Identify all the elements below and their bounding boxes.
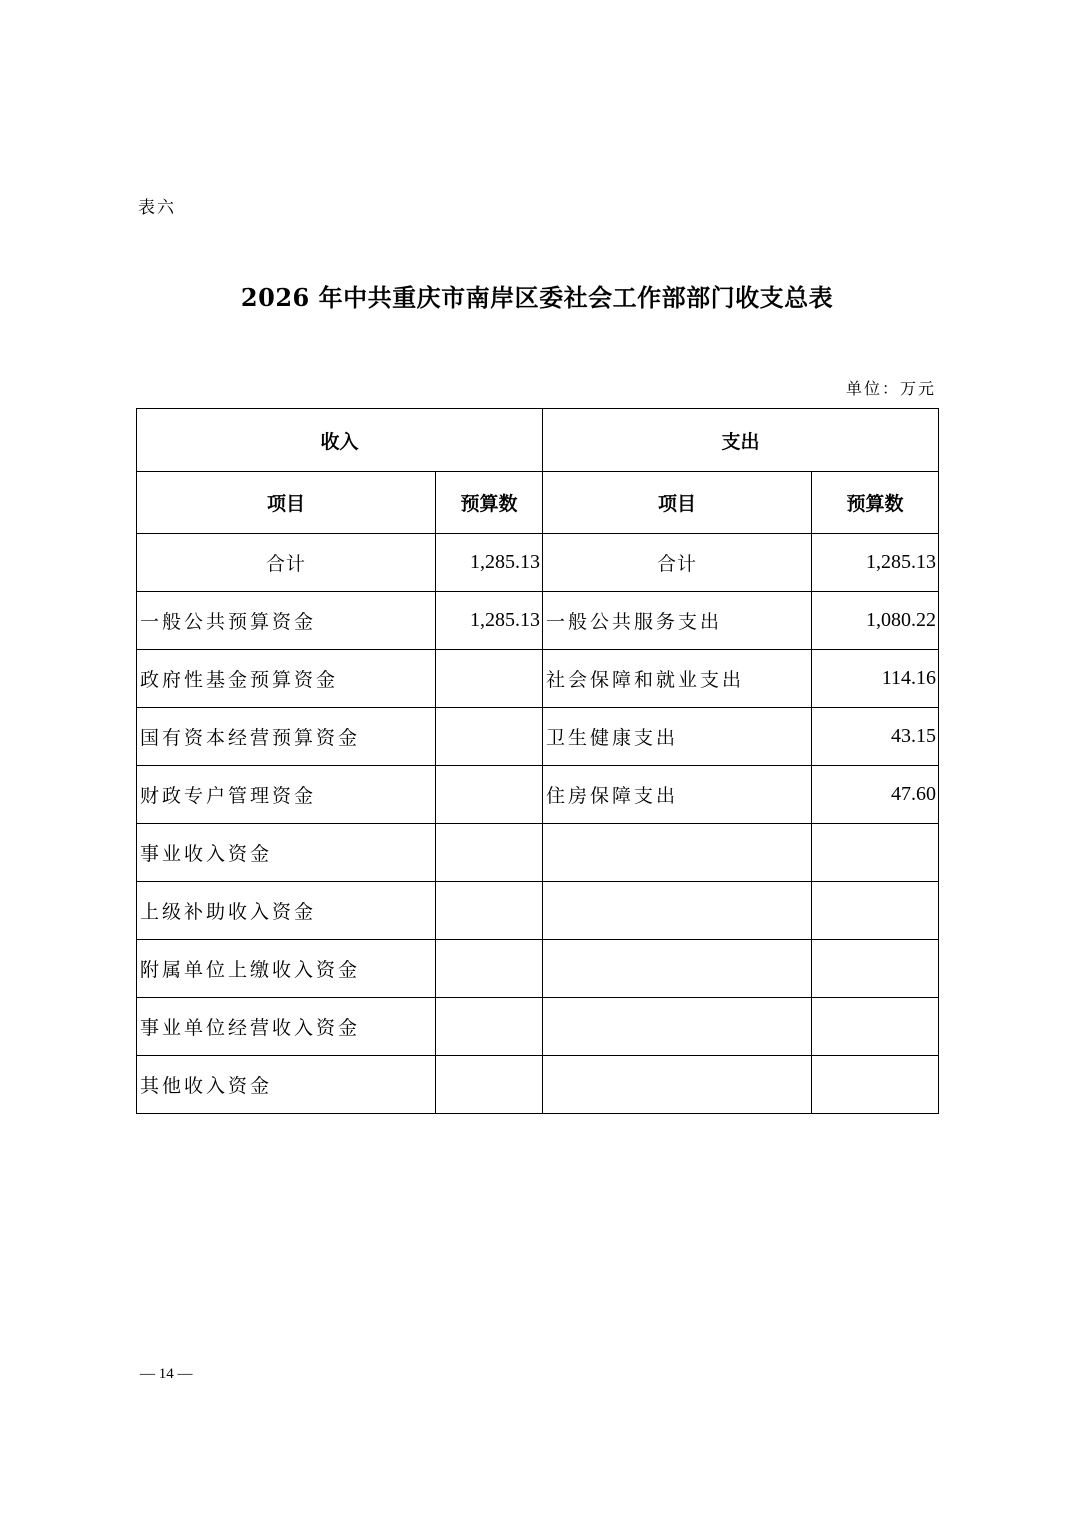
- section-header-row: [137, 409, 939, 472]
- income-value-cell: [436, 882, 543, 940]
- income-item-cell: 财政专户管理资金: [137, 766, 436, 824]
- income-item-cell: 上级补助收入资金: [137, 882, 436, 940]
- budget-table: [136, 408, 939, 1114]
- expense-item-cell: [543, 824, 812, 882]
- expense-item-cell: 卫生健康支出: [543, 708, 812, 766]
- expense-value-cell: [812, 882, 939, 940]
- income-item-cell: 其他收入资金: [137, 1056, 436, 1114]
- unit-label: 单位：万元: [845, 379, 936, 398]
- expense-item-cell: [543, 1056, 812, 1114]
- expense-total-value: 1,285.13: [812, 534, 939, 592]
- income-total-label: 合计: [137, 534, 436, 592]
- expense-item-cell: [543, 882, 812, 940]
- expense-item-cell: [543, 998, 812, 1056]
- expense-value-cell: [812, 824, 939, 882]
- table-row: [137, 824, 939, 882]
- income-item-cell: 附属单位上缴收入资金: [137, 940, 436, 998]
- income-value-cell: 1,285.13: [436, 592, 543, 650]
- expense-value-cell: [812, 940, 939, 998]
- income-item-cell: 国有资本经营预算资金: [137, 708, 436, 766]
- expense-item-cell: [543, 940, 812, 998]
- column-header-row: [137, 472, 939, 534]
- expense-budget-header: 预算数: [812, 472, 939, 534]
- income-value-cell: [436, 650, 543, 708]
- table-row: [137, 708, 939, 766]
- table-label: 表六: [138, 198, 176, 218]
- total-row: [137, 534, 939, 592]
- expense-value-cell: [812, 998, 939, 1056]
- expense-value-cell: 1,080.22: [812, 592, 939, 650]
- income-budget-header: 预算数: [436, 472, 543, 534]
- income-value-cell: [436, 824, 543, 882]
- income-value-cell: [436, 998, 543, 1056]
- expense-header: 支出: [543, 409, 939, 472]
- income-item-cell: 政府性基金预算资金: [137, 650, 436, 708]
- expense-value-cell: 47.60: [812, 766, 939, 824]
- table-row: [137, 882, 939, 940]
- expense-item-cell: 住房保障支出: [543, 766, 812, 824]
- expense-total-label: 合计: [543, 534, 812, 592]
- income-item-cell: 事业单位经营收入资金: [137, 998, 436, 1056]
- expense-item-cell: 社会保障和就业支出: [543, 650, 812, 708]
- table-row: [137, 940, 939, 998]
- income-value-cell: [436, 708, 543, 766]
- table-row: [137, 650, 939, 708]
- page-number: — 14 —: [140, 1366, 193, 1382]
- table-row: [137, 1056, 939, 1114]
- table-row: [137, 998, 939, 1056]
- income-item-cell: 一般公共预算资金: [137, 592, 436, 650]
- income-item-header: 项目: [137, 472, 436, 534]
- income-total-value: 1,285.13: [436, 534, 543, 592]
- income-item-cell: 事业收入资金: [137, 824, 436, 882]
- table-row: [137, 592, 939, 650]
- expense-item-cell: 一般公共服务支出: [543, 592, 812, 650]
- expense-value-cell: 114.16: [812, 650, 939, 708]
- document-title: 2026 年中共重庆市南岸区委社会工作部部门收支总表: [240, 283, 834, 312]
- income-value-cell: [436, 1056, 543, 1114]
- income-header: 收入: [137, 409, 543, 472]
- expense-value-cell: 43.15: [812, 708, 939, 766]
- table-row: [137, 766, 939, 824]
- income-value-cell: [436, 940, 543, 998]
- income-value-cell: [436, 766, 543, 824]
- expense-value-cell: [812, 1056, 939, 1114]
- expense-item-header: 项目: [543, 472, 812, 534]
